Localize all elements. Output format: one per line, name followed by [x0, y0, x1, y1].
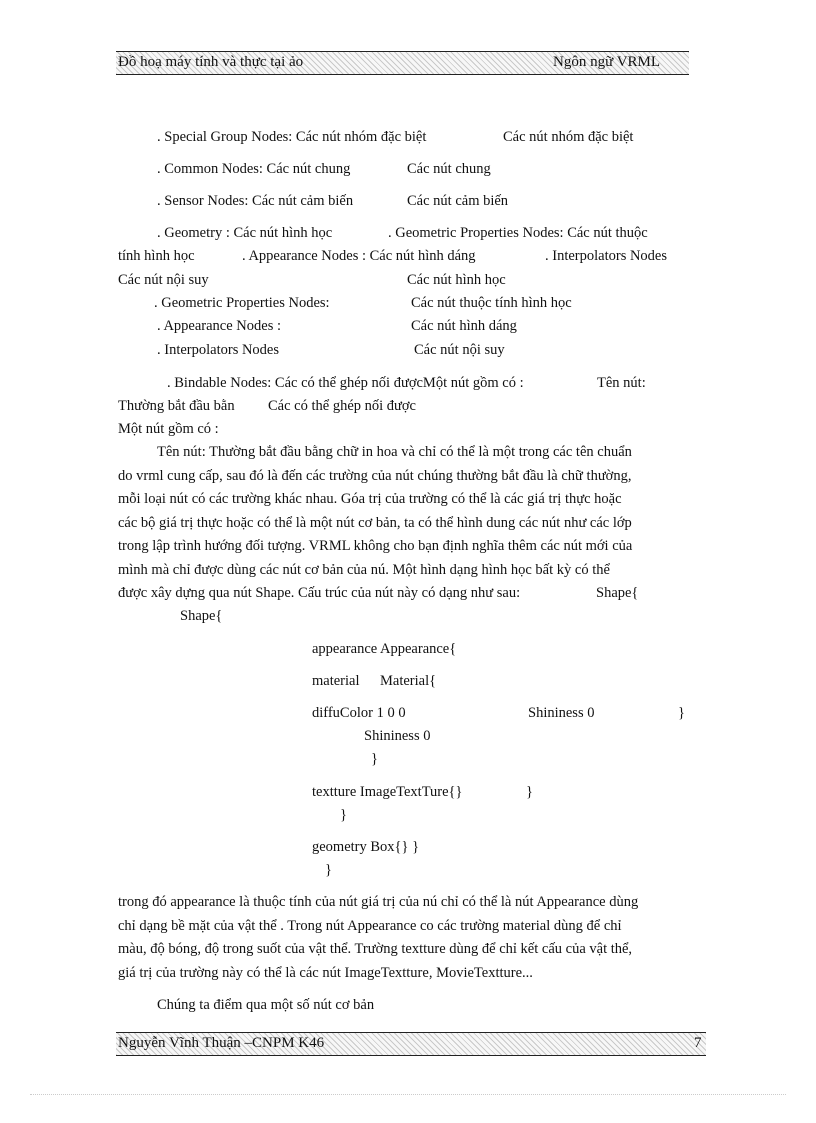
text-line: được xây dựng qua nút Shape. Cấu trúc của nút này có dạng như sau:: [118, 585, 521, 601]
footer-author: Nguyễn Vĩnh Thuận –CNPM K46: [118, 1035, 325, 1051]
text-line: Các nút cảm biến: [407, 193, 509, 209]
code-line: appearance Appearance{: [312, 641, 457, 657]
text-line: giá trị của trường này có thể là các nút ImageTextture, MovieTextture...: [118, 965, 533, 981]
header-section: Ngôn ngữ VRML: [553, 54, 661, 70]
code-line: material: [312, 673, 360, 689]
text-line: Các có thể ghép nối được: [268, 398, 416, 414]
text-line: . Sensor Nodes: Các nút cảm biến: [157, 193, 354, 209]
text-line: tính hình học: [118, 248, 195, 264]
text-line: Các nút nhóm đặc biệt: [503, 129, 634, 145]
page-footer: [116, 1032, 706, 1056]
text-line: Các nút nội suy: [118, 272, 209, 288]
text-line: Shape{: [180, 608, 223, 624]
code-line: }: [340, 807, 347, 823]
text-line: Tên nút: Thường bắt đầu bằng chữ in hoa và chỉ có thể là một trong các tên chuẩn: [157, 444, 632, 460]
text-line: . Common Nodes: Các nút chung: [157, 161, 351, 177]
text-line: Các nút hình học: [407, 272, 506, 288]
text-line: Chúng ta điểm qua một số nút cơ bản: [157, 997, 375, 1013]
text-line: Các nút chung: [407, 161, 491, 177]
text-line: Các nút hình dáng: [411, 318, 517, 334]
page-bottom-divider: [30, 1094, 786, 1095]
code-line: textture ImageTextTure{}: [312, 784, 463, 800]
text-line: . Geometric Properties Nodes: Các nút thuộc: [388, 225, 648, 241]
text-line: trong đó appearance là thuộc tính của nút giá trị của nú chỉ có thể là nút Appearance dùng: [118, 894, 639, 910]
text-line: chỉ dạng bề mặt của vật thể . Trong nút Appearance co các trường material dùng để chỉ: [118, 918, 622, 934]
text-line: Shape{: [596, 585, 639, 601]
text-line: Các nút nội suy: [414, 342, 505, 358]
text-line: trong lập trình hướng đối tượng. VRML không cho bạn định nghĩa thêm các nút mới của: [118, 538, 633, 554]
code-line: }: [325, 862, 332, 878]
code-line: Shininess 0: [528, 705, 595, 721]
code-line: Material{: [380, 673, 437, 689]
code-line: geometry Box{} }: [312, 839, 420, 855]
code-line: }: [678, 705, 685, 721]
header-title: Đồ hoạ máy tính và thực tại ảo: [118, 54, 304, 70]
page-header: [116, 51, 689, 75]
code-line: }: [371, 751, 378, 767]
text-line: . Geometric Properties Nodes:: [154, 295, 330, 311]
text-line: màu, độ bóng, độ trong suốt của vật thể. Trường textture dùng để chỉ kết cấu của vật thể,: [118, 941, 633, 957]
text-line: . Special Group Nodes: Các nút nhóm đặc biệt: [157, 129, 427, 145]
text-line: mình mà chỉ được dùng các nút cơ bản của nú. Một hình dạng hình học bất kỳ có thể: [118, 562, 610, 578]
text-line: mỗi loại nút có các trường khác nhau. Góa trị của trường có thể là các giá trị thực hoặc: [118, 491, 622, 507]
text-line: các bộ giá trị thực hoặc có thể là một nút cơ bản, ta có thể hình dung các nút như các lớp: [118, 515, 632, 531]
text-line: Tên nút:: [597, 375, 646, 391]
text-line: . Appearance Nodes :: [157, 318, 282, 334]
code-line: }: [526, 784, 533, 800]
code-line: diffuColor 1 0 0: [312, 705, 406, 721]
text-line: Các nút thuộc tính hình học: [411, 295, 572, 311]
text-line: . Geometry : Các nút hình học: [157, 225, 333, 241]
text-line: do vrml cung cấp, sau đó là đến các trường của nút chúng thường bắt đầu là chữ thường,: [118, 468, 632, 484]
code-line: Shininess 0: [364, 728, 431, 744]
text-line: Một nút gồm có :: [118, 421, 219, 437]
text-line: . Appearance Nodes : Các nút hình dáng: [242, 248, 476, 264]
text-line: . Interpolators Nodes: [545, 248, 668, 264]
text-line: . Interpolators Nodes: [157, 342, 280, 358]
page-number: 7: [694, 1035, 702, 1051]
text-line: . Bindable Nodes: Các có thể ghép nối đượcMột nút gồm có :: [167, 375, 524, 391]
text-line: Thường bắt đầu bằn: [118, 398, 235, 414]
